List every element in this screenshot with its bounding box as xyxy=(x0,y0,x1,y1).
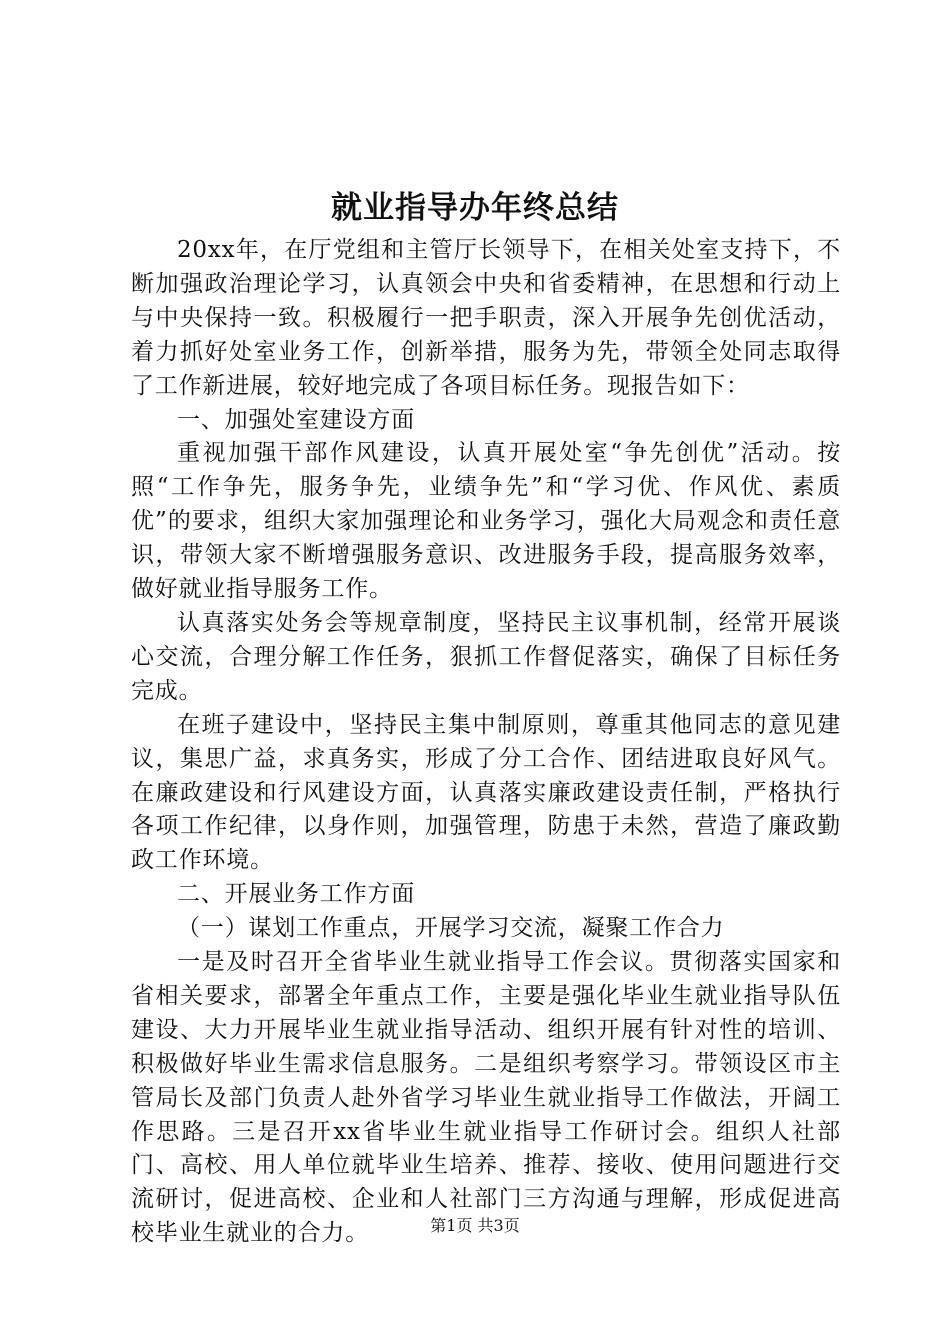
paragraph-team-building: 在班子建设中，坚持民主集中制原则，尊重其他同志的意见建议，集思广益，求真务实，形成了分工合作、团结进取良好风气。在廉政建设和行风建设方面，认真落实廉政建设责任制，严格执行各项工作纪律，以身作则，加强管理，防患于未然，营造了廉政勤政工作环境。 xyxy=(131,711,841,874)
document-body xyxy=(131,234,841,1251)
section-heading-1: 一、加强处室建设方面 xyxy=(177,406,415,433)
paragraph-rules: 认真落实处务会等规章制度，坚持民主议事机制，经常开展谈心交流，合理分解工作任务，狠抓工作督促落实，确保了目标任务完成。 xyxy=(131,609,841,704)
paragraph-work-style: 重视加强干部作风建设，认真开展处室“争先创优”活动。按照“工作争先，服务争先，业绩争先”和“学习优、作风优、素质优”的要求，组织大家加强理论和业务学习，强化大局观念和责任意识，带领大家不断增强服务意识、改进服务手段，提高服务效率，做好就业指导服务工作。 xyxy=(131,440,841,603)
paragraph-conference: 一是及时召开全省毕业生就业指导工作会议。贯彻落实国家和省相关要求，部署全年重点工作，主要是强化毕业生就业指导队伍建设、大力开展毕业生就业指导活动、组织开展有针对性的培训、积极做好毕业生需求信息服务。二是组织考察学习。带领设区市主管局长及部门负责人赴外省学习毕业生就业指导工作做法，开阔工作思路。三是召开xx省毕业生就业指导工作研讨会。组织人社部门、高校、用人单位就毕业生培养、推荐、接收、使用问题进行交流研讨，促进高校、企业和人社部门三方沟通与理解，形成促进高校毕业生就业的合力。 xyxy=(131,949,841,1247)
page-title: 就业指导办年终总结 xyxy=(331,190,619,226)
page-footer: 第1页 共3页 xyxy=(430,1216,520,1235)
section-heading-2: 二、开展业务工作方面 xyxy=(177,881,415,908)
subsection-heading-1: （一）谋划工作重点，开展学习交流，凝聚工作合力 xyxy=(177,915,725,942)
paragraph-intro: 20xx年，在厅党组和主管厅长领导下，在相关处室支持下，不断加强政治理论学习，认真领会中央和省委精神，在思想和行动上与中央保持一致。积极履行一把手职责，深入开展争先创优活动，着力抓好处室业务工作，创新举措，服务为先，带领全处同志取得了工作新进展，较好地完成了各项目标任务。现报告如下： xyxy=(131,237,841,399)
